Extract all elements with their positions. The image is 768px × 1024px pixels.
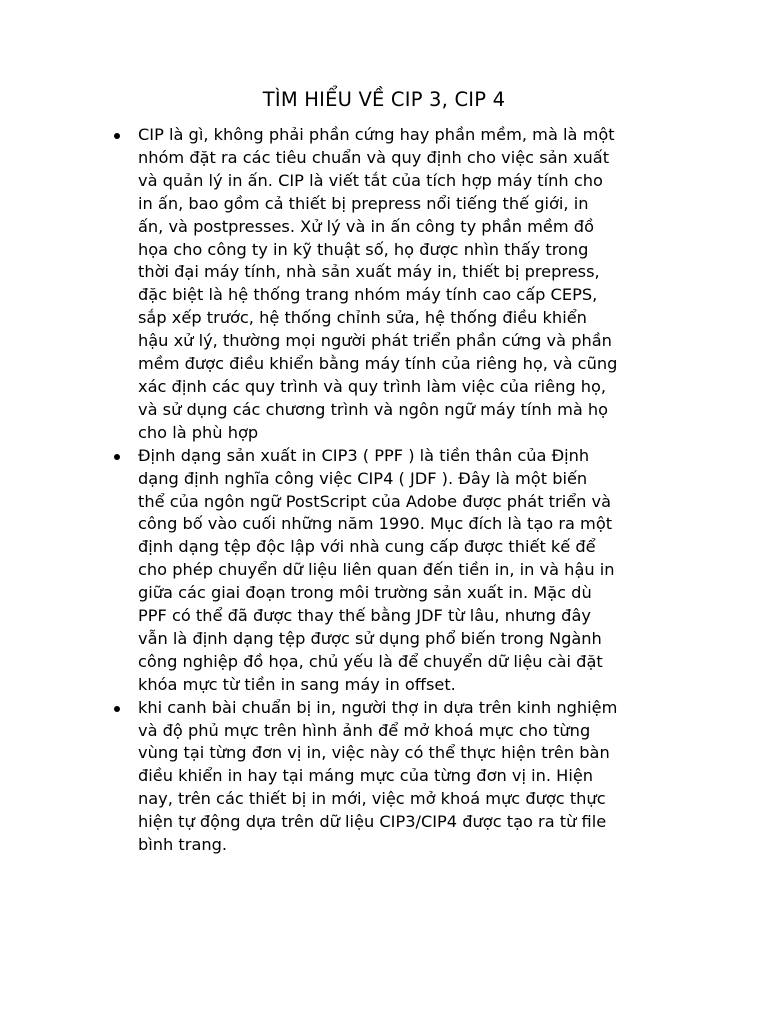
document-title: TÌM HIỂU VỀ CIP 3, CIP 4 [262,88,506,111]
bullet-item-1 [138,124,678,445]
paragraph-line: nhóm đặt ra các tiêu chuẩn và quy định cho việc sản xuất [138,147,610,167]
paragraph-line: và quản lý in ấn. CIP là viết tắt của tích hợp máy tính cho [138,170,603,190]
paragraph-line: dạng định nghĩa công việc CIP4 ( JDF ). Đây là một biến [138,468,588,488]
paragraph-line: khóa mực từ tiền in sang máy in offset. [138,674,456,694]
paragraph-line: định dạng tệp độc lập với nhà cung cấp được thiết kế để [138,537,596,557]
bullet-list [138,124,678,857]
paragraph-line: CIP là gì, không phải phần cứng hay phần mềm, mà là một [138,125,615,144]
bullet-dot-icon [114,133,120,139]
paragraph-line: in ấn, bao gồm cả thiết bị prepress nổi tiếng thế giới, in [138,193,589,213]
paragraph-line: khi canh bài chuẩn bị in, người thợ in dựa trên kinh nghiệm [138,697,618,717]
paragraph-line: ấn, và postpresses. Xử lý và in ấn công ty phần mềm đồ [138,216,594,236]
paragraph-line: thể của ngôn ngữ PostScript của Adobe được phát triển và [138,491,612,511]
paragraph-line: PPF có thể đã được thay thế bằng JDF từ lâu, nhưng đây [138,606,591,626]
paragraph-line: và sử dụng các chương trình và ngôn ngữ máy tính mà họ [138,399,609,419]
paragraph-line: họa cho công ty in kỹ thuật số, họ được nhìn thấy trong [138,239,589,259]
bullet-dot-icon [114,706,120,712]
paragraph-line: điều khiển in hay tại máng mực của từng đơn vị in. Hiện [138,766,594,786]
paragraph-line: giữa các giai đoạn trong môi trường sản xuất in. Mặc dù [138,583,592,603]
paragraph-line: công bố vào cuối những năm 1990. Mục đích là tạo ra một [138,514,613,534]
paragraph-line: hậu xử lý, thường mọi người phát triển phần cứng và phần [138,331,612,351]
paragraph-line: cho là phù hợp [138,422,259,442]
paragraph-line: sắp xếp trước, hệ thống chỉnh sửa, hệ thống điều khiển [138,308,587,328]
paragraph-line: và độ phủ mực trên hình ảnh để mở khoá mực cho từng [138,720,591,740]
bullet-item-3 [138,697,678,857]
paragraph-line: vẫn là định dạng tệp được sử dụng phổ biến trong Ngành [138,628,602,648]
paragraph-line: thời đại máy tính, nhà sản xuất máy in, thiết bị prepress, [138,262,600,282]
paragraph-line: đặc biệt là hệ thống trang nhóm máy tính cao cấp CEPS, [138,285,598,305]
paragraph-line: nay, trên các thiết bị in mới, việc mở khoá mực được thực [138,789,606,809]
paragraph-line: hiện tự động dựa trên dữ liệu CIP3/CIP4 được tạo ra từ file [138,812,607,832]
paragraph-line: vùng tại từng đơn vị in, việc này có thể thực hiện trên bàn [138,743,610,763]
paragraph-line: xác định các quy trình và quy trình làm việc của riêng họ, [138,376,607,396]
paragraph-line: công nghiệp đồ họa, chủ yếu là để chuyển dữ liệu cài đặt [138,651,603,671]
bullet-item-2 [138,445,678,697]
paragraph-line: mềm được điều khiển bằng máy tính của riêng họ, và cũng [138,354,618,374]
bullet-dot-icon [114,454,120,460]
paragraph-line: cho phép chuyển dữ liệu liên quan đến tiền in, in và hậu in [138,560,615,580]
paragraph-line: bình trang. [138,835,228,855]
paragraph-line: Định dạng sản xuất in CIP3 ( PPF ) là tiền thân của Định [138,445,590,465]
